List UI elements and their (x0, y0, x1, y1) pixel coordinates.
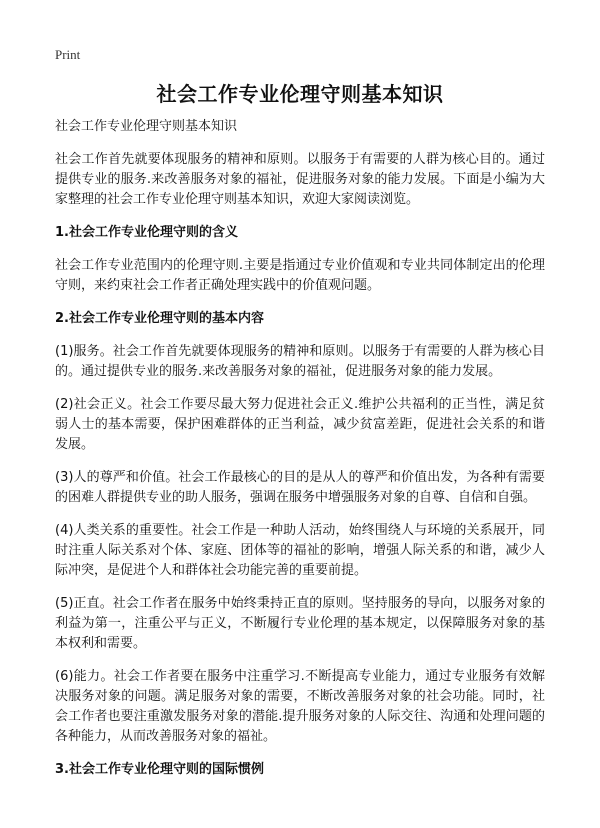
intro-paragraph: 社会工作首先就要体现服务的精神和原则。以服务于有需要的人群为核心目的。通过提供专业的服务.来改善服务对象的福祉，促进服务对象的能力发展。下面是小编为大家整理的社会工作专业伦理守则基本知识，欢迎大家阅读浏览。 (55, 152, 545, 207)
paragraph-integrity: (5)正直。社会工作者在服务中始终秉持正直的原则。坚持服务的导向，以服务对象的利益为第一，注重公平与正义，不断履行专业伦理的基本规定，以保障服务对象的基本权利和需要。 (55, 596, 545, 651)
paragraph-competence: (6)能力。社会工作者要在服务中注重学习.不断提高专业能力，通过专业服务有效解决服务对象的问题。满足服务对象的需要，不断改善服务对象的社会功能。同时，社会工作者也要注重激发服务对象的潜能.提升服务对象的人际交往、沟通和处理问题的各种能力，从而改善服务对象的福祉。 (55, 669, 545, 744)
page-title: 社会工作专业伦理守则基本知识 (156, 82, 444, 106)
paragraph-service: (1)服务。社会工作首先就要体现服务的精神和原则。以服务于有需要的人群为核心目的。通过提供专业的服务.来改善服务对象的福祉，促进服务对象的能力发展。 (55, 344, 545, 379)
section-heading-meaning: 1.社会工作专业伦理守则的含义 (55, 225, 238, 240)
paragraph-social-justice: (2)社会正义。社会工作要尽最大努力促进社会正义.维护公共福利的正当性，满足贫弱人士的基本需要，保护困难群体的正当利益，减少贫富差距，促进社会关系的和谐发展。 (55, 397, 545, 452)
paragraph-dignity-and-worth: (3)人的尊严和价值。社会工作最核心的目的是从人的尊严和价值出发，为各种有需要的困难人群提供专业的助人服务，强调在服务中增强服务对象的自尊、自信和自强。 (55, 470, 545, 505)
document-body (55, 117, 545, 793)
print-link[interactable]: Print (55, 47, 81, 62)
document-subtitle: 社会工作专业伦理守则基本知识 (55, 119, 238, 134)
section-heading-international-practice: 3.社会工作专业伦理守则的国际惯例 (55, 762, 264, 777)
meaning-paragraph: 社会工作专业范围内的伦理守则.主要是指通过专业价值观和专业共同体制定出的伦理守则，来约束社会工作者正确处理实践中的价值观问题。 (55, 258, 545, 293)
section-heading-basic-content: 2.社会工作专业伦理守则的基本内容 (55, 311, 264, 326)
paragraph-human-relationships: (4)人类关系的重要性。社会工作是一种助人活动，始终围绕人与环境的关系展开，同时注重人际关系对个体、家庭、团体等的福祉的影响，增强人际关系的和谐，减少人际冲突，是促进个人和群体社会功能完善的重要前提。 (55, 523, 545, 578)
